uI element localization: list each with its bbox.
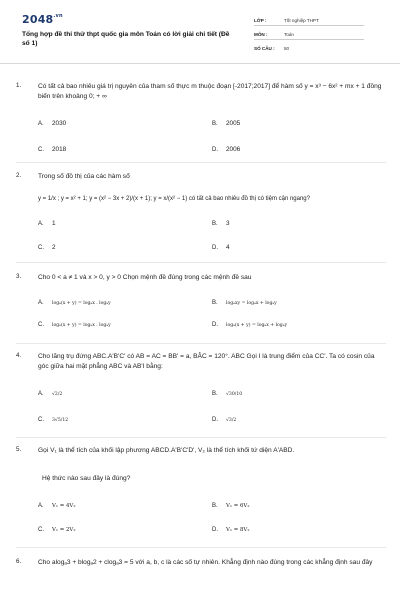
question-number: 1. (16, 82, 22, 89)
meta-count-key: SỐ CÂU : (254, 46, 275, 51)
option-a[interactable]: A. 2030 (38, 120, 67, 127)
question-text: Cho alogₐ3 + blogₐ2 + clogₐ3 = 5 với a, b, c là các số tự nhiên. Khẳng định nào đúng trong các khẳng định sau đây (38, 559, 373, 566)
question-number: 3. (16, 273, 22, 280)
meta-class-row (254, 18, 364, 23)
question-number: 5. (16, 446, 22, 453)
question-text-formula: y = 1/x ; y = x² + 1; y = (x² − 3x + 2)/(x + 1); y = x/(x² − 1) có tất cả bao nhiêu đồ thị có tiệm cận ngang? (38, 196, 310, 202)
meta-subject-key: MÔN : (254, 32, 268, 37)
question-4 (16, 352, 386, 437)
meta-class-value: Tốt nghiệp THPT (284, 18, 319, 23)
question-3 (16, 273, 386, 343)
option-c[interactable]: C. 2 (38, 244, 56, 251)
question-number: 4. (16, 352, 22, 359)
question-1 (16, 82, 386, 162)
question-divider (16, 437, 386, 438)
option-d[interactable]: D. 2006 (212, 146, 241, 153)
meta-count-value: 50 (284, 46, 290, 51)
option-c[interactable]: C. V₁ = 2V₂ (38, 527, 76, 533)
question-divider (16, 547, 386, 548)
question-divider (16, 262, 386, 263)
option-a[interactable]: A. logₐ(x + y) = logₐx . logₐy (38, 300, 111, 306)
option-a[interactable]: A. √2/2 (38, 391, 63, 397)
question-6 (16, 558, 386, 598)
question-number: 2. (16, 172, 22, 179)
question-number: 6. (16, 558, 22, 565)
meta-count-row (254, 46, 364, 51)
option-d[interactable]: D. V₁ = 8V₂ (212, 527, 250, 533)
question-text: Cho lăng trụ đứng ABC.A'B'C' có AB = AC = BB' = a, BÂC = 120°. ABC Gọi I là trung điểm của CC'. Ta có cosin của góc giữa hai mặt phẳng ABC và AB'I bằng: (38, 353, 375, 370)
question-divider (16, 343, 386, 344)
option-d[interactable]: D. √3/2 (212, 417, 237, 423)
option-b[interactable]: B. √30/10 (212, 391, 243, 397)
document-title: Tổng hợp đề thi thử thpt quốc gia môn Toán có lời giải chi tiết (Đề số 1) (22, 31, 230, 47)
question-subtext: Hệ thức nào sau đây là đúng? (42, 475, 131, 482)
question-text: Có tất cả bao nhiêu giá trị nguyên của tham số thực m thuộc đoạn [-2017;2017] để hàm số y = x³ − 6x² + mx + 1 đồng biến trên khoảng 0; + ∞ (38, 83, 382, 100)
option-d[interactable]: D. logₐ(x + y) = logₐx + logₐy (212, 322, 288, 328)
question-5 (16, 446, 386, 544)
question-text: Gọi V₁ là thể tích của khối lập phương ABCD.A'B'C'D', V₂ là thể tích khối tứ diện A'ABD. (38, 447, 295, 454)
meta-subject-value: Toán (284, 32, 294, 37)
option-b[interactable]: B. logₐxy = logₐx + logₐy (212, 300, 277, 306)
question-text: Cho 0 < a ≠ 1 và x > 0, y > 0 Chọn mệnh đề đúng trong các mệnh đề sau (38, 274, 252, 281)
option-c[interactable]: C. 3√5/12 (38, 417, 69, 423)
meta-subject-row (254, 32, 364, 37)
option-a[interactable]: A. 1 (38, 220, 56, 227)
question-text: Trong số đồ thị của các hàm số (38, 173, 130, 180)
brand-name: 2048 (22, 13, 54, 26)
option-a[interactable]: A. V₁ = 4V₂ (38, 503, 76, 509)
brand-logo[interactable] (22, 13, 63, 26)
option-b[interactable]: B. 2005 (212, 120, 241, 127)
question-divider (16, 162, 386, 163)
option-c[interactable]: C. logₐ(x + y) = logₐx . logₐy (38, 322, 111, 328)
option-b[interactable]: B. V₁ = 6V₂ (212, 503, 250, 509)
header-divider (0, 63, 400, 64)
question-2 (16, 172, 386, 252)
meta-class-key: LỚP : (254, 18, 267, 23)
option-c[interactable]: C. 2018 (38, 146, 67, 153)
option-d[interactable]: D. 4 (212, 244, 230, 251)
option-b[interactable]: B. 3 (212, 220, 230, 227)
brand-suffix: .vn (53, 13, 63, 19)
